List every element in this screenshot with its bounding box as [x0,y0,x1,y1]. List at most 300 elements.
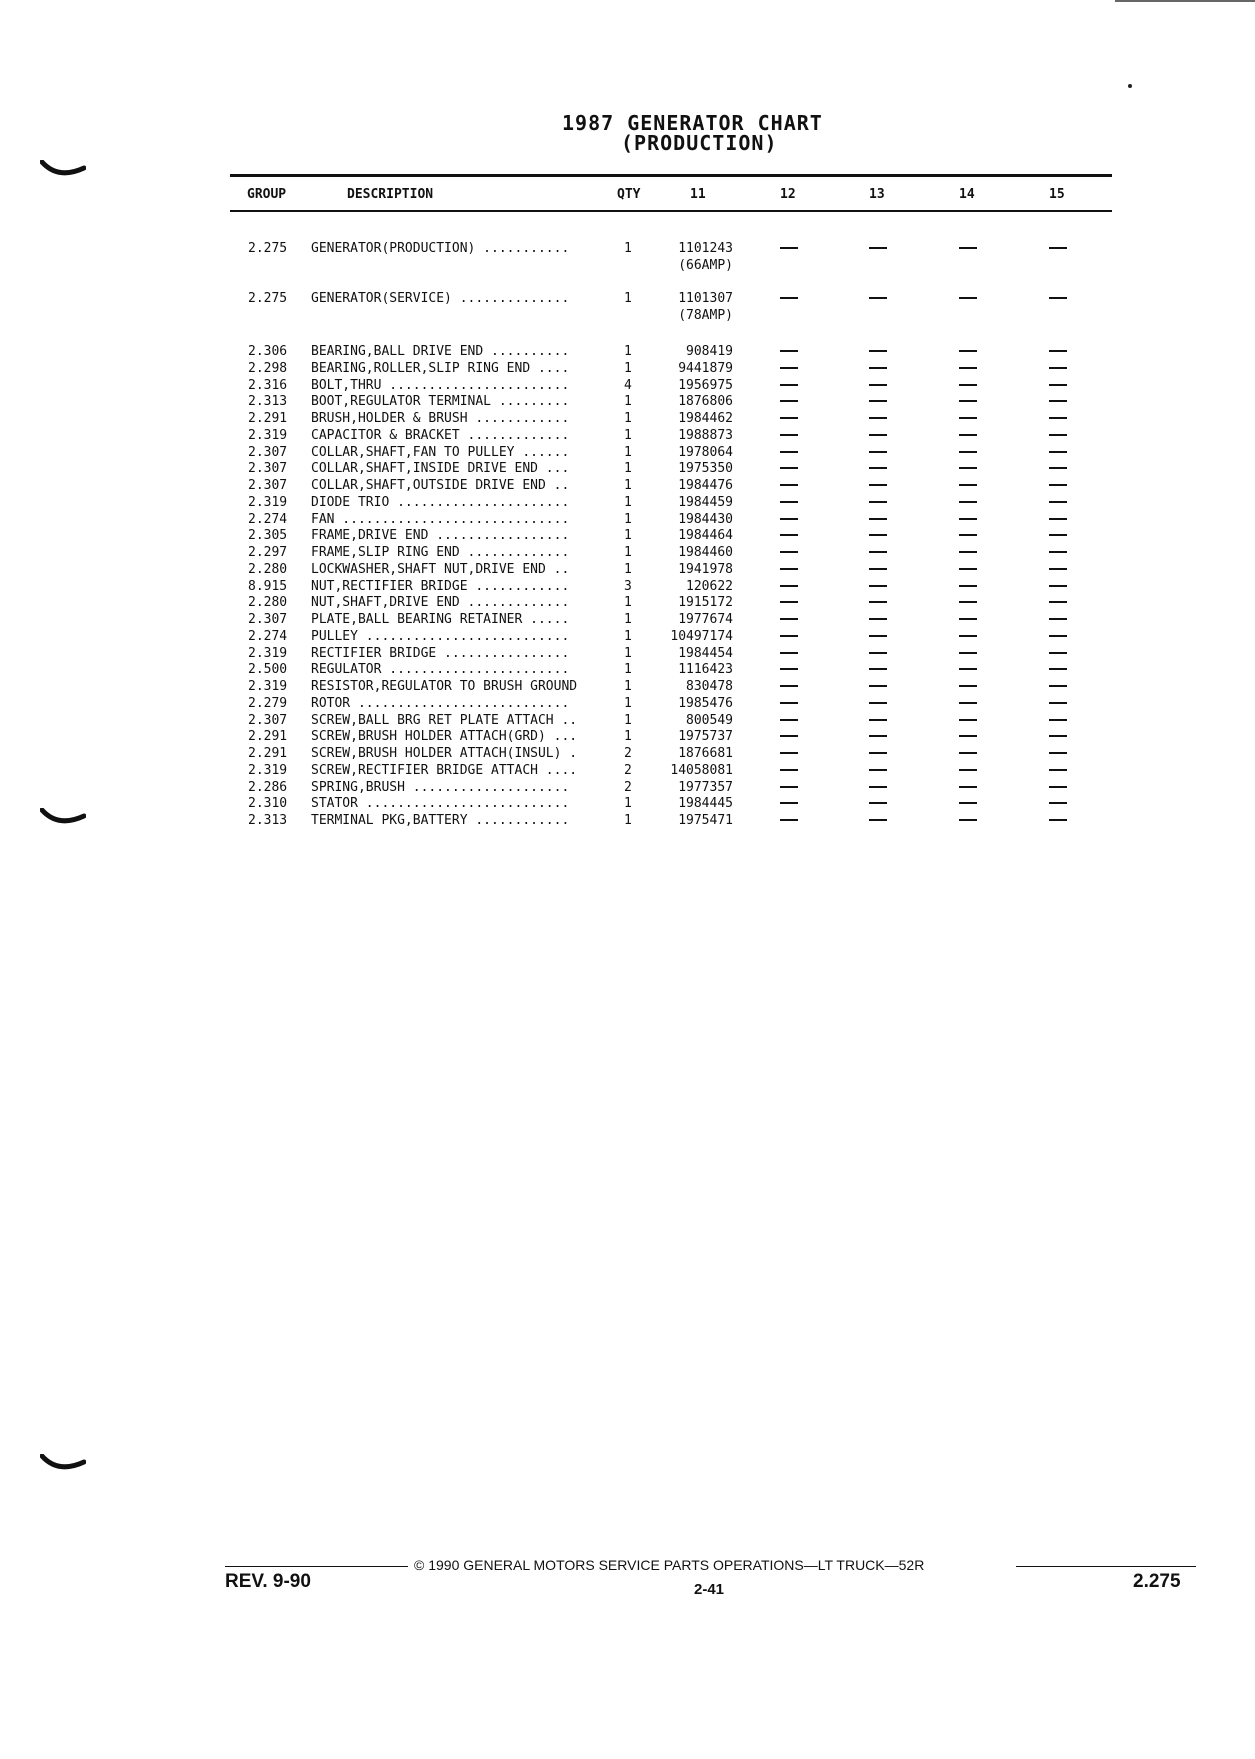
dash-col-12 [780,400,798,402]
dash-col-15 [1049,434,1067,436]
group-number: 2.500 [248,662,288,678]
dash-col-14 [959,702,977,704]
dash-col-15 [1049,400,1067,402]
part-number: 1101307 [678,291,733,306]
parts-row [0,645,1255,662]
quantity: 1 [624,662,632,678]
part-description: LOCKWASHER,SHAFT NUT,DRIVE END .. [311,561,570,577]
quantity: 1 [624,695,632,711]
chart-title: 1987 GENERATOR CHART [562,111,823,135]
group-number: 2.275 [248,291,288,306]
col-header-description: DESCRIPTION [347,187,434,202]
dash-col-12 [780,601,798,603]
binder-hole-mark-bottom [40,1454,86,1474]
quantity: 1 [624,241,632,256]
part-number: 1915172 [678,595,733,611]
scan-speck [1128,84,1132,88]
part-number: 14058081 [670,762,733,778]
dash-col-15 [1049,367,1067,369]
group-number: 2.275 [248,241,288,256]
quantity: 1 [624,561,632,577]
page-number: 2-41 [694,1581,725,1598]
group-number: 2.319 [248,494,288,510]
part-number: 10497174 [670,628,733,644]
dash-col-15 [1049,350,1067,352]
dash-col-12 [780,752,798,754]
part-number: 9441879 [678,360,733,376]
part-number: 1984459 [678,494,733,510]
dash-col-15 [1049,247,1067,249]
part-number: 1101243 [678,241,733,256]
dash-col-12 [780,819,798,821]
dash-col-13 [869,400,887,402]
dash-col-15 [1049,568,1067,570]
dash-col-14 [959,735,977,737]
dash-col-15 [1049,819,1067,821]
quantity: 1 [624,679,632,694]
part-number: 1116423 [678,662,733,678]
quantity: 3 [624,578,632,594]
dash-col-12 [780,786,798,788]
dash-col-14 [959,467,977,469]
dash-col-12 [780,685,798,687]
part-description: COLLAR,SHAFT,INSIDE DRIVE END ... [311,461,570,477]
dash-col-15 [1049,735,1067,737]
dash-col-14 [959,451,977,453]
part-description: NUT,SHAFT,DRIVE END ............. [311,595,570,611]
part-description: TERMINAL PKG,BATTERY ............ [311,813,570,828]
parts-row [0,427,1255,444]
group-number: 2.307 [248,444,288,460]
group-number: 2.297 [248,545,288,560]
part-description: SPRING,BRUSH .................... [311,779,570,795]
dash-col-14 [959,551,977,553]
dash-col-12 [780,451,798,453]
dash-col-14 [959,484,977,486]
part-number: 1984454 [678,645,733,661]
dash-col-14 [959,400,977,402]
group-number: 2.319 [248,762,288,778]
dash-col-12 [780,585,798,587]
dash-col-12 [780,297,798,299]
group-number: 2.298 [248,360,288,376]
part-description: BEARING,BALL DRIVE END .......... [311,344,570,359]
group-number: 2.313 [248,813,288,828]
group-number: 2.307 [248,461,288,477]
dash-col-14 [959,297,977,299]
dash-col-15 [1049,601,1067,603]
dash-col-14 [959,652,977,654]
amperage-note: (66AMP) [678,258,733,273]
group-number: 2.319 [248,427,288,443]
part-description: CAPACITOR & BRACKET ............. [311,427,570,443]
footer-copyright: © 1990 GENERAL MOTORS SERVICE PARTS OPERATIONS—LT TRUCK—52R [414,1557,925,1573]
dash-col-12 [780,384,798,386]
parts-row [0,477,1255,494]
dash-col-13 [869,451,887,453]
part-description: DIODE TRIO ...................... [311,494,570,510]
part-number: 1977357 [678,779,733,795]
dash-col-12 [780,769,798,771]
part-description: BRUSH,HOLDER & BRUSH ............ [311,411,570,426]
parts-row [0,343,1255,360]
quantity: 1 [624,813,632,828]
dash-col-12 [780,702,798,704]
header-top-rule [230,174,1112,177]
dash-col-15 [1049,719,1067,721]
dash-col-13 [869,652,887,654]
parts-row [0,779,1255,796]
parts-row [0,511,1255,528]
part-number: 120622 [686,578,733,594]
dash-col-12 [780,247,798,249]
part-number: 1984460 [678,545,733,560]
quantity: 1 [624,291,632,306]
revision-date: REV. 9-90 [225,1571,311,1592]
col-header-qty: QTY [617,187,641,202]
group-number: 2.274 [248,511,288,527]
dash-col-14 [959,247,977,249]
dash-col-13 [869,802,887,804]
parts-row [0,728,1255,745]
part-number: 1988873 [678,427,733,443]
part-description: PLATE,BALL BEARING RETAINER ..... [311,612,570,627]
dash-col-14 [959,635,977,637]
group-number: 2.306 [248,344,288,359]
quantity: 1 [624,360,632,376]
part-description: REGULATOR ....................... [311,662,570,678]
parts-row [0,460,1255,477]
part-description: NUT,RECTIFIER BRIDGE ............ [311,578,570,594]
quantity: 2 [624,779,632,795]
col-header-15: 15 [1049,187,1065,202]
parts-row [0,561,1255,578]
dash-col-12 [780,501,798,503]
parts-row [0,594,1255,611]
generator-row [0,290,1255,323]
binder-hole-mark-top [40,160,86,180]
dash-col-13 [869,735,887,737]
group-number: 2.286 [248,779,288,795]
dash-col-15 [1049,551,1067,553]
part-description: COLLAR,SHAFT,FAN TO PULLEY ...... [311,444,570,460]
parts-row [0,745,1255,762]
dash-col-13 [869,551,887,553]
dash-col-13 [869,618,887,620]
parts-row [0,393,1255,410]
parts-row [0,494,1255,511]
part-number: 1876806 [678,394,733,410]
dash-col-13 [869,601,887,603]
dash-col-12 [780,802,798,804]
part-number: 1984476 [678,478,733,493]
quantity: 1 [624,461,632,477]
part-number: 1975737 [678,729,733,745]
dash-col-14 [959,685,977,687]
dash-col-12 [780,467,798,469]
dash-col-12 [780,668,798,670]
group-number: 2.307 [248,712,288,728]
dash-col-14 [959,585,977,587]
dash-col-15 [1049,451,1067,453]
parts-row [0,628,1255,645]
quantity: 1 [624,528,632,544]
dash-col-14 [959,518,977,520]
dash-col-15 [1049,802,1067,804]
dash-col-14 [959,568,977,570]
group-number: 2.307 [248,612,288,627]
group-number: 2.310 [248,796,288,812]
part-number: 1941978 [678,561,733,577]
dash-col-15 [1049,618,1067,620]
quantity: 1 [624,344,632,359]
dash-col-15 [1049,585,1067,587]
quantity: 1 [624,796,632,812]
quantity: 2 [624,762,632,778]
quantity: 4 [624,377,632,393]
dash-col-12 [780,719,798,721]
quantity: 1 [624,612,632,627]
footer-rule-left [225,1566,408,1567]
col-header-group: GROUP [247,187,287,202]
quantity: 1 [624,729,632,745]
part-number: 1984462 [678,411,733,426]
dash-col-15 [1049,635,1067,637]
dash-col-13 [869,518,887,520]
dash-col-15 [1049,786,1067,788]
dash-col-15 [1049,534,1067,536]
dash-col-12 [780,367,798,369]
dash-col-14 [959,719,977,721]
dash-col-14 [959,668,977,670]
parts-row [0,611,1255,628]
group-number: 2.313 [248,394,288,410]
dash-col-14 [959,618,977,620]
dash-col-14 [959,752,977,754]
group-number: 2.279 [248,695,288,711]
col-header-13: 13 [869,187,885,202]
dash-col-13 [869,297,887,299]
dash-col-12 [780,618,798,620]
group-number: 2.291 [248,729,288,745]
group-number: 2.280 [248,595,288,611]
part-number: 1984464 [678,528,733,544]
dash-col-14 [959,501,977,503]
dash-col-14 [959,601,977,603]
dash-col-12 [780,350,798,352]
dash-col-14 [959,434,977,436]
dash-col-13 [869,484,887,486]
part-description: RECTIFIER BRIDGE ................ [311,645,570,661]
dash-col-15 [1049,702,1067,704]
part-number: 800549 [686,712,733,728]
footer-rule-right [1016,1566,1196,1567]
quantity: 1 [624,411,632,426]
part-description: BOLT,THRU ....................... [311,377,570,393]
quantity: 1 [624,595,632,611]
group-number: 2.319 [248,679,288,694]
dash-col-13 [869,350,887,352]
group-number: 2.319 [248,645,288,661]
amperage-note: (78AMP) [678,308,733,323]
dash-col-13 [869,367,887,369]
dash-col-13 [869,467,887,469]
dash-col-13 [869,668,887,670]
dash-col-15 [1049,297,1067,299]
parts-row [0,410,1255,427]
part-description: STATOR .......................... [311,796,570,812]
parts-row [0,444,1255,461]
quantity: 1 [624,545,632,560]
part-description: FRAME,SLIP RING END ............. [311,545,570,560]
part-description: SCREW,BRUSH HOLDER ATTACH(GRD) ... [311,729,578,745]
parts-row [0,695,1255,712]
dash-col-15 [1049,685,1067,687]
parts-row [0,578,1255,595]
dash-col-14 [959,534,977,536]
dash-col-12 [780,534,798,536]
parts-row [0,360,1255,377]
part-description: FAN ............................. [311,511,570,527]
quantity: 1 [624,645,632,661]
group-number: 2.307 [248,478,288,493]
dash-col-12 [780,635,798,637]
parts-row [0,762,1255,779]
dash-col-13 [869,752,887,754]
col-header-11: 11 [690,187,706,202]
quantity: 1 [624,478,632,493]
dash-col-12 [780,551,798,553]
part-description: FRAME,DRIVE END ................. [311,528,570,544]
part-number: 1876681 [678,746,733,761]
parts-row [0,712,1255,729]
parts-row [0,661,1255,678]
dash-col-13 [869,434,887,436]
section-number: 2.275 [1133,1571,1181,1592]
chart-subtitle: (PRODUCTION) [621,131,778,155]
parts-row [0,678,1255,695]
part-description: BOOT,REGULATOR TERMINAL ......... [311,394,570,410]
part-description: PULLEY .......................... [311,628,570,644]
dash-col-15 [1049,417,1067,419]
dash-col-13 [869,501,887,503]
dash-col-13 [869,534,887,536]
part-number: 1977674 [678,612,733,627]
dash-col-14 [959,786,977,788]
header-bottom-rule [230,210,1112,212]
dash-col-12 [780,417,798,419]
dash-col-12 [780,518,798,520]
group-number: 2.291 [248,411,288,426]
quantity: 1 [624,444,632,460]
quantity: 1 [624,511,632,527]
dash-col-12 [780,735,798,737]
parts-row [0,377,1255,394]
dash-col-15 [1049,652,1067,654]
group-number: 2.291 [248,746,288,761]
dash-col-13 [869,702,887,704]
group-number: 8.915 [248,578,288,594]
dash-col-13 [869,819,887,821]
group-number: 2.316 [248,377,288,393]
part-description: SCREW,BALL BRG RET PLATE ATTACH .. [311,712,578,728]
quantity: 1 [624,628,632,644]
dash-col-15 [1049,384,1067,386]
dash-col-13 [869,685,887,687]
dash-col-14 [959,802,977,804]
dash-col-15 [1049,752,1067,754]
part-number: 830478 [686,679,733,694]
part-number: 1975471 [678,813,733,828]
dash-col-14 [959,819,977,821]
dash-col-13 [869,568,887,570]
part-number: 1956975 [678,377,733,393]
part-description: RESISTOR,REGULATOR TO BRUSH GROUND [311,679,578,694]
quantity: 1 [624,712,632,728]
quantity: 1 [624,394,632,410]
dash-col-14 [959,769,977,771]
group-number: 2.280 [248,561,288,577]
generator-row [0,240,1255,273]
dash-col-13 [869,786,887,788]
part-number: 1985476 [678,695,733,711]
dash-col-15 [1049,484,1067,486]
dash-col-13 [869,635,887,637]
parts-row [0,795,1255,812]
dash-col-12 [780,568,798,570]
dash-col-12 [780,652,798,654]
part-description: BEARING,ROLLER,SLIP RING END .... [311,360,570,376]
parts-row [0,812,1255,829]
dash-col-15 [1049,769,1067,771]
dash-col-12 [780,484,798,486]
quantity: 1 [624,427,632,443]
dash-col-14 [959,384,977,386]
part-description: GENERATOR(SERVICE) .............. [311,291,570,306]
part-description: GENERATOR(PRODUCTION) ........... [311,241,570,256]
part-number: 1984445 [678,796,733,812]
part-number: 1978064 [678,444,733,460]
dash-col-12 [780,434,798,436]
dash-col-14 [959,367,977,369]
part-number: 1975350 [678,461,733,477]
part-description: ROTOR ........................... [311,695,570,711]
dash-col-13 [869,585,887,587]
dash-col-15 [1049,668,1067,670]
dash-col-13 [869,384,887,386]
dash-col-15 [1049,518,1067,520]
top-edge-rule [1115,0,1255,2]
part-description: SCREW,RECTIFIER BRIDGE ATTACH .... [311,762,578,778]
dash-col-14 [959,417,977,419]
part-description: COLLAR,SHAFT,OUTSIDE DRIVE END .. [311,478,570,493]
dash-col-15 [1049,467,1067,469]
dash-col-13 [869,719,887,721]
dash-col-13 [869,247,887,249]
col-header-12: 12 [780,187,796,202]
dash-col-13 [869,769,887,771]
quantity: 1 [624,494,632,510]
part-number: 1984430 [678,511,733,527]
part-number: 908419 [686,344,733,359]
quantity: 2 [624,746,632,761]
part-description: SCREW,BRUSH HOLDER ATTACH(INSUL) . [311,746,578,761]
col-header-14: 14 [959,187,975,202]
dash-col-14 [959,350,977,352]
parts-row [0,544,1255,561]
dash-col-13 [869,417,887,419]
dash-col-15 [1049,501,1067,503]
